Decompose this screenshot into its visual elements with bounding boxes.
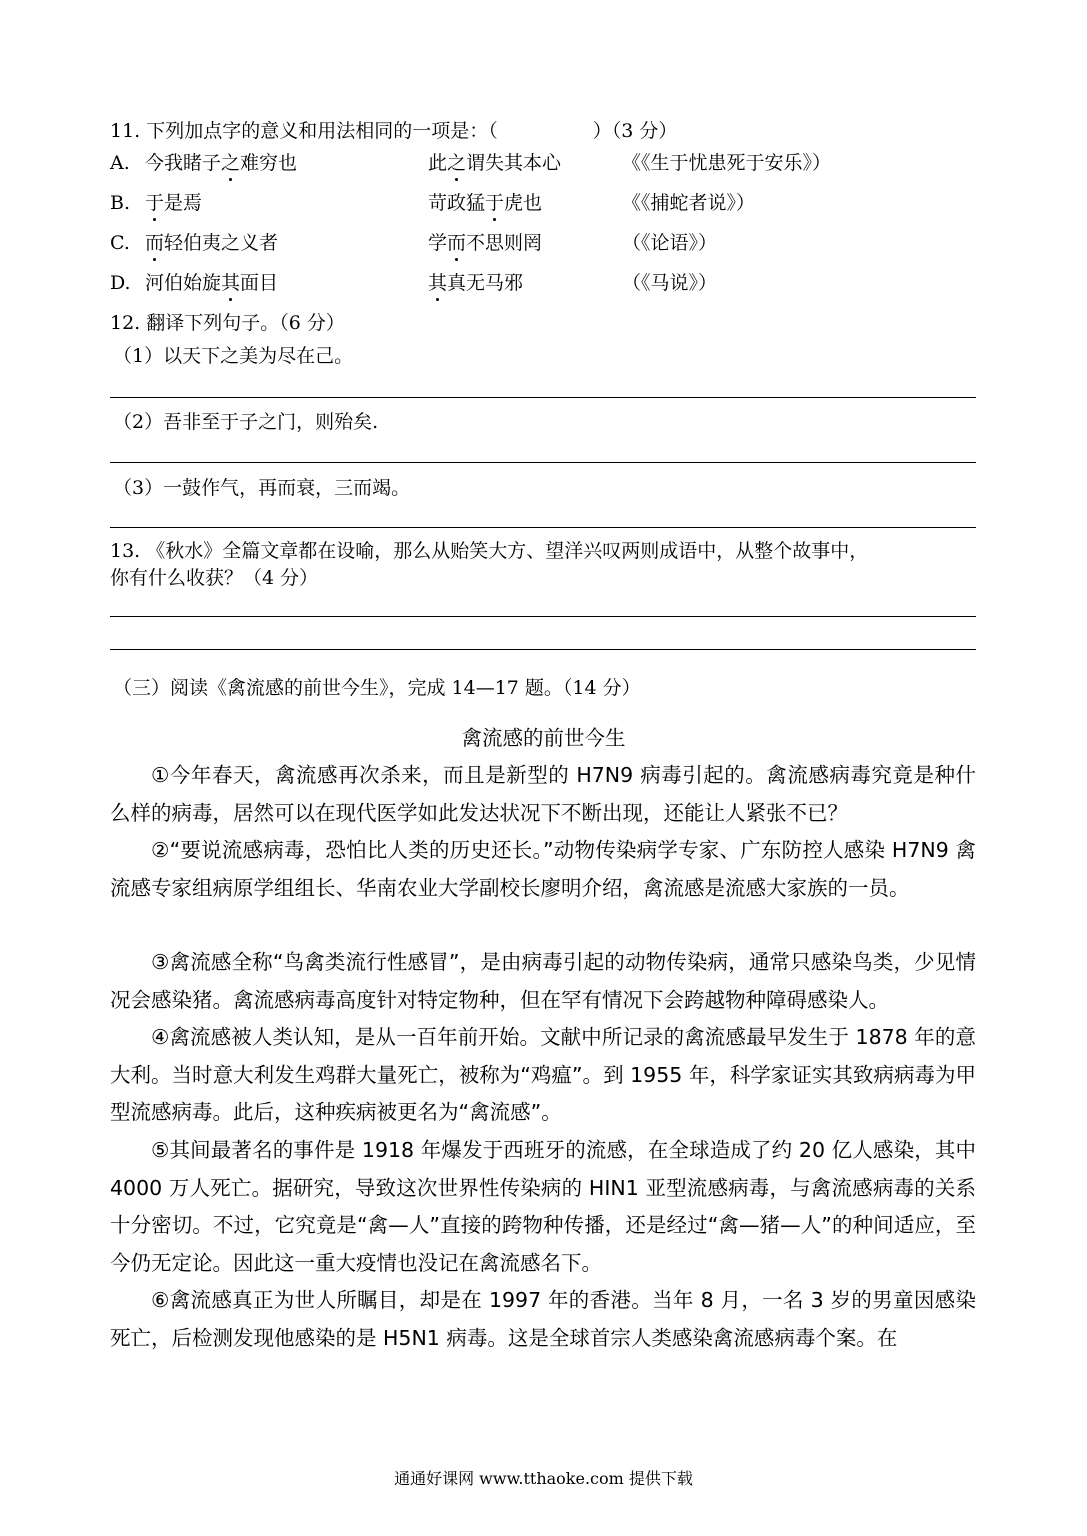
q11-option-a-source: 《《生于忧患死于安乐》） <box>622 152 832 174</box>
article-paragraph-1: ①今年春天，禽流感再次杀来，而且是新型的 H7N9 病毒引起的。禽流感病毒究竟是种什么样的病毒，居然可以在现代医学如此发达状况下不断出现，还能让人紧张不已？ <box>110 763 976 825</box>
emphasis-dot-char: 而 <box>447 232 467 254</box>
section3-heading: （三）阅读《禽流感的前世今生》，完成 14—17 题。（14 分） <box>113 677 641 699</box>
q12-item-1: （1）以天下之美为尽在己。 <box>113 345 354 367</box>
q11-option-a-letter: A. <box>110 152 130 174</box>
emphasis-dot-char: 于 <box>485 192 505 214</box>
answer-line <box>110 527 976 528</box>
q11-option-b-letter: B. <box>110 192 131 214</box>
emphasis-dot-char: 于 <box>145 192 165 214</box>
emphasis-dot-char: 而 <box>145 232 165 254</box>
article-paragraph-6: ⑥禽流感真正为世人所瞩目，却是在 1997 年的香港。当年 8 月，一名 3 岁的男童因感染死亡，后检测发现他感染的是 H5N1 病毒。这是全球首宗人类感染禽流感病毒个案。在 <box>110 1288 976 1350</box>
answer-line <box>110 616 976 617</box>
article-title: 禽流感的前世今生 <box>461 726 626 750</box>
q11-option-b-left: 于是焉 <box>145 192 203 214</box>
q11-option-c-left: 而轻伯夷之义者 <box>145 232 279 254</box>
page-footer: 通通好课网 www.tthaoke.com 提供下载 <box>394 1469 693 1488</box>
q11-option-c-right: 学而不思则罔 <box>428 232 543 254</box>
q11-option-b-source: 《《捕蛇者说》） <box>622 192 756 214</box>
answer-line <box>110 397 976 398</box>
q11-option-c-source: （《论语》） <box>622 232 718 254</box>
q12-item-3: （3）一鼓作气，再而衰，三而竭。 <box>113 477 411 499</box>
article-paragraph-3: ③禽流感全称“鸟禽类流行性感冒”，是由病毒引起的动物传染病，通常只感染鸟类，少见情况会感染猪。禽流感病毒高度针对特定物种，但在罕有情况下会跨越物种障碍感染人。 <box>110 950 976 1012</box>
q12-stem: 12. 翻译下列句子。（6 分） <box>110 312 345 334</box>
article-paragraph-4: ④禽流感被人类认知，是从一百年前开始。文献中所记录的禽流感最早发生于 1878 年的意大利。当时意大利发生鸡群大量死亡，被称为“鸡瘟”。到 1955 年，科学家证实其致病病毒为甲型流感病毒。此后，这种疾病被更名为“禽流感”。 <box>110 1025 976 1124</box>
q13-line-2: 你有什么收获？（4 分） <box>110 567 319 589</box>
emphasis-dot-char: 其 <box>221 272 241 294</box>
q11-option-c-letter: C. <box>110 232 130 254</box>
q11-option-d-letter: D. <box>110 272 131 294</box>
q11-stem: 11. 下列加点字的意义和用法相同的一项是：（ ）（3 分） <box>110 120 678 142</box>
emphasis-dot-char: 其 <box>428 272 448 294</box>
q11-option-d-left: 河伯始旋其面目 <box>145 272 279 294</box>
q11-option-a-left: 今我睹子之难穷也 <box>145 152 298 174</box>
answer-line <box>110 462 976 463</box>
q11-option-d-source: （《马说》） <box>622 272 718 294</box>
emphasis-dot-char: 之 <box>221 152 241 174</box>
q11-option-a-right: 此之谓失其本心 <box>428 152 562 174</box>
q12-item-2: （2）吾非至于子之门，则殆矣. <box>113 411 379 433</box>
article-paragraph-2: ②“要说流感病毒，恐怕比人类的历史还长。”动物传染病学专家、广东防控人感染 H7N9 禽流感专家组病原学组组长、华南农业大学副校长廖明介绍，禽流感是流感大家族的一员。 <box>110 838 976 900</box>
article-paragraph-5: ⑤其间最著名的事件是 1918 年爆发于西班牙的流感，在全球造成了约 20 亿人感染，其中 4000 万人死亡。据研究，导致这次世界性传染病的 HIN1 亚型流感病毒，与禽流感病毒的关系十分密切。不过，它究竟是“禽—人”直接的跨物种传播，还是经过“禽—猪—人”的种间适应，至今仍无定论。因此这一重大疫情也没记在禽流感名下。 <box>110 1138 976 1275</box>
answer-line <box>110 649 976 650</box>
q11-option-b-right: 苛政猛于虎也 <box>428 192 543 214</box>
q13-line-1: 13. 《秋水》全篇文章都在设喻，那么从贻笑大方、望洋兴叹两则成语中，从整个故事中， <box>110 540 869 562</box>
q11-option-d-right: 其真无马邪 <box>428 272 524 294</box>
emphasis-dot-char: 之 <box>447 152 467 174</box>
